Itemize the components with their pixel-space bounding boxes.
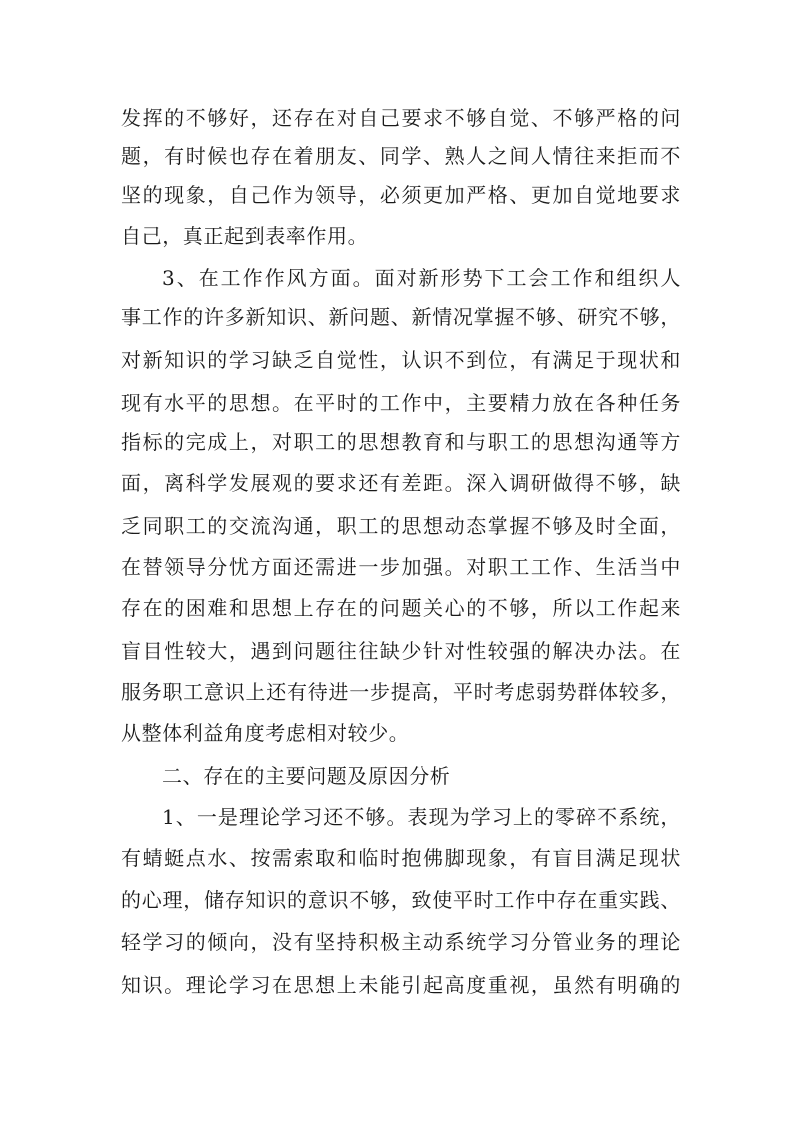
body-text-line: 从整体利益角度考虑相对较少。 bbox=[121, 721, 410, 745]
body-text-line: 发挥的不够好，还存在对自己要求不够自觉、不够严格的问 bbox=[121, 106, 681, 130]
body-text-line: 指标的完成上，对职工的思想教育和与职工的思想沟通等方 bbox=[121, 430, 681, 454]
body-text-line: 在替领导分忧方面还需进一步加强。对职工工作、生活当中 bbox=[121, 555, 681, 579]
body-text-line: 盲目性较大，遇到问题往往缺少针对性较强的解决办法。在 bbox=[121, 639, 681, 663]
body-text-line: 乏同职工的交流沟通，职工的思想动态掌握不够及时全面， bbox=[121, 514, 681, 538]
body-text-line: 存在的困难和思想上存在的问题关心的不够，所以工作起来 bbox=[121, 596, 681, 620]
subsection-1-heading-line: 1、一是理论学习还不够。表现为学习上的零碎不系统， bbox=[162, 805, 681, 829]
body-text-line: 的心理，储存知识的意识不够，致使平时工作中存在重实践、 bbox=[121, 888, 681, 912]
body-text-line: 现有水平的思想。在平时的工作中，主要精力放在各种任务 bbox=[121, 391, 681, 415]
body-text-line: 自己，真正起到表率作用。 bbox=[121, 224, 369, 248]
body-text-line: 面，离科学发展观的要求还有差距。深入调研做得不够，缺 bbox=[121, 471, 681, 495]
body-text-line: 服务职工意识上还有待进一步提高，平时考虑弱势群体较多， bbox=[121, 680, 681, 704]
body-text-line: 题，有时候也存在着朋友、同学、熟人之间人情往来拒而不 bbox=[121, 144, 681, 168]
body-text-line: 坚的现象，自己作为领导，必须更加严格、更加自觉地要求 bbox=[121, 183, 681, 207]
body-text-line: 对新知识的学习缺乏自觉性，认识不到位，有满足于现状和 bbox=[121, 348, 681, 372]
section-3-heading-line: 3、在工作作风方面。面对新形势下工会工作和组织人 bbox=[162, 266, 681, 290]
body-text-line: 轻学习的倾向，没有坚持积极主动系统学习分管业务的理论 bbox=[121, 930, 681, 954]
body-text-line: 有蜻蜓点水、按需索取和临时抱佛脚现象，有盲目满足现状 bbox=[121, 846, 681, 870]
body-text-line: 知识。理论学习在思想上未能引起高度重视，虽然有明确的 bbox=[121, 973, 681, 997]
section-heading: 二、存在的主要问题及原因分析 bbox=[162, 764, 451, 788]
body-text-line: 事工作的许多新知识、新问题、新情况掌握不够、研究不够， bbox=[121, 305, 681, 329]
